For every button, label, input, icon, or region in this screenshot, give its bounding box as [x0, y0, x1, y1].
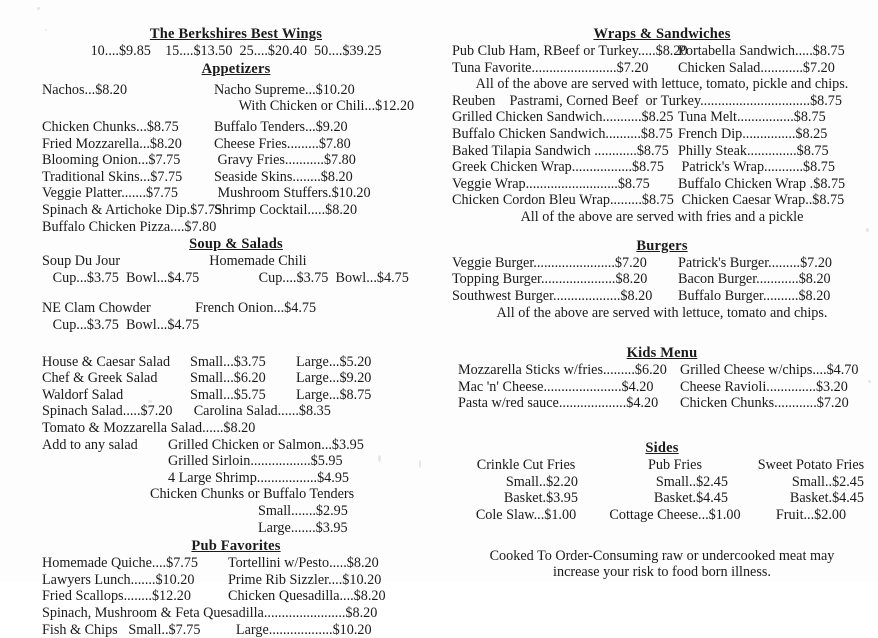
item-name-left: Nachos...$8.20: [42, 81, 128, 98]
item-name-right: Tuna Melt................$8.75: [678, 109, 826, 126]
item-name-right: With Chicken or Chili...$12.20: [214, 98, 415, 115]
sides-basket-price: Basket.$4.45: [789, 490, 864, 507]
sides-title: Sweet Potato Fries: [757, 457, 865, 474]
disclaimer-line: increase your risk to food born illness.: [553, 564, 771, 581]
menu-row: [42, 202, 430, 219]
item-name-left: Pub Club Ham, RBeef or Turkey.....$8.20: [452, 43, 688, 60]
section-wraps-and-sandwiches: [452, 26, 872, 226]
salad-name: House & Caesar Salad: [42, 353, 171, 370]
menu-row: [42, 136, 430, 153]
item-name-right: Tortellini w/Pesto.....$8.20: [228, 555, 379, 572]
item-name-right: Buffalo Tenders...$9.20: [214, 119, 348, 135]
menu-row: [42, 572, 430, 589]
menu-row: [452, 43, 872, 60]
item-name-left: Fried Mozzarella...$8.20: [42, 135, 182, 152]
item-name-left: Mac 'n' Cheese......................$4.20: [458, 378, 654, 395]
menu-row: [42, 169, 430, 186]
item-name-left: Veggie Wrap..........................$8.75: [452, 175, 650, 192]
sides-small-price: Small..$2.20: [505, 473, 578, 490]
section-sides: [452, 440, 872, 523]
item-name-left: Southwest Burger...................$8.20: [452, 287, 653, 304]
item-price-left: Cup...$3.75 Bowl...$4.75: [42, 269, 200, 286]
sides-small-price: Small..$2.45: [791, 473, 864, 490]
section-disclaimer: [452, 548, 872, 581]
salad-row: [42, 370, 430, 387]
salad-addon-row: [42, 486, 430, 503]
item-name-left: Homemade Quiche....$7.75: [42, 555, 199, 572]
section-heading-pub-favorites: Pub Favorites: [191, 538, 281, 555]
menu-row: [452, 109, 872, 126]
section-heading-wraps-and-sandwiches: Wraps & Sandwiches: [593, 26, 731, 42]
section-heading-soup-and-salads: Soup & Salads: [189, 236, 283, 253]
menu-row: [42, 98, 430, 115]
item-name-right: Seaside Skins........$8.20: [214, 168, 353, 185]
salad-addon-item: Grilled Chicken or Salmon...$3.95: [168, 436, 364, 453]
sides-extra-item: Cole Slaw...$1.00: [475, 506, 577, 523]
item-name-left: Traditional Skins...$7.75: [42, 168, 183, 185]
item-name-left: Fried Scallops........$12.20: [42, 588, 191, 605]
item-name-left: Soup Du Jour: [42, 253, 121, 270]
item-name-left: Veggie Burger.......................$7.20: [452, 254, 647, 271]
right-column: [452, 0, 872, 581]
sides-column: [600, 457, 750, 523]
menu-row: [42, 82, 430, 99]
item-name-right: Buffalo Chicken Wrap .$8.75: [678, 175, 846, 192]
left-column: [42, 0, 430, 638]
menu-row: [42, 185, 430, 202]
sides-extra-item: Cottage Cheese...$1.00: [609, 506, 741, 523]
salad-small-price: Small...$5.75: [190, 386, 266, 403]
pub-favorites-full-line: Spinach, Mushroom & Feta Quesadilla.......................$8.20: [42, 605, 378, 622]
salad-large-price: Large...$5.20: [296, 353, 372, 370]
wraps-full-line: Reuben Pastrami, Corned Beef or Turkey...............................$8.75: [452, 92, 842, 109]
sides-basket-price: Basket.$3.95: [503, 490, 578, 507]
item-name-right: Bacon Burger............$8.20: [678, 271, 831, 288]
salad-row: [42, 387, 430, 404]
item-name-right: Chicken Quesadilla....$8.20: [228, 588, 386, 605]
menu-row: [452, 255, 872, 272]
item-name-right: Grilled Cheese w/chips....$4.70: [680, 362, 859, 379]
menu-row: [452, 271, 872, 288]
menu-row: [452, 126, 872, 143]
soup-row: [42, 317, 430, 334]
menu-row: [452, 192, 872, 209]
item-name-right: Chicken Chunks............$7.20: [680, 395, 849, 412]
menu-row: [452, 288, 872, 305]
salad-small-price: Small...$3.75: [190, 353, 266, 370]
item-name-left: Blooming Onion...$7.75: [42, 152, 181, 169]
disclaimer-line: Cooked To Order-Consuming raw or undercooked meat may: [489, 547, 835, 564]
menu-row: [42, 152, 430, 169]
salad-addon-label: Add to any salad: [42, 436, 138, 453]
item-name-left: Spinach & Artichoke Dip.$7.75: [42, 201, 223, 218]
scan-speckle: [37, 7, 40, 10]
menu-row: [42, 588, 430, 605]
item-name-right: Buffalo Burger..........$8.20: [678, 287, 831, 304]
salad-addon-size-row: [42, 503, 430, 520]
salad-addon-row: [42, 437, 430, 454]
menu-row: [42, 119, 430, 136]
sides-column: [452, 457, 600, 523]
menu-row: [452, 143, 872, 160]
menu-row: [452, 60, 872, 77]
menu-row: [42, 555, 430, 572]
item-name-right: Prime Rib Sizzler....$10.20: [228, 571, 382, 588]
item-name-left: [42, 98, 214, 115]
item-name-right: Patrick's Wrap...........$8.75: [678, 159, 835, 176]
section-heading-wings: The Berkshires Best Wings: [149, 26, 323, 42]
item-name-right: Portabella Sandwich.....$8.75: [678, 43, 845, 60]
item-name-left: Veggie Platter.......$7.75: [42, 185, 178, 202]
menu-row: [452, 176, 872, 193]
item-price-left: Cup...$3.75 Bowl...$4.75: [42, 317, 200, 334]
item-name-right: French Dip...............$8.25: [678, 126, 828, 143]
salad-addon-size: Large.......$3.95: [258, 519, 348, 536]
soup-row: [42, 270, 430, 287]
item-name-left: Topping Burger.....................$8.20: [452, 271, 648, 288]
section-soup-and-salads: [42, 236, 430, 536]
menu-row: [452, 362, 872, 379]
burgers-note: All of the above are served with lettuce, tomato and chips.: [496, 304, 828, 321]
item-name-right: Mushroom Stuffers.$10.20: [214, 185, 371, 202]
section-heading-kids-menu: Kids Menu: [626, 345, 698, 362]
salad-addon-size-row: [42, 520, 430, 537]
wings-price-line: 10....$9.85 15....$13.50 25....$20.40 50....$39.25: [90, 43, 382, 60]
salad-extra-line: Tomato & Mozzarella Salad......$8.20: [42, 420, 256, 437]
section-heading-burgers: Burgers: [636, 237, 688, 254]
salad-addon-size: Small.......$2.95: [258, 502, 348, 519]
item-name-right: French Onion...$4.75: [188, 300, 317, 317]
item-name-right: Nacho Supreme...$10.20: [214, 81, 355, 98]
item-name-left: Baked Tilapia Sandwich ............$8.75: [452, 142, 669, 159]
section-pub-favorites: [42, 538, 430, 638]
sides-basket-price: Basket.$4.45: [653, 490, 728, 507]
item-name-left: Mozzarella Sticks w/fries.........$6.20: [458, 362, 667, 379]
item-name-right: Homemade Chili: [188, 253, 307, 270]
item-name-right: Cheese Ravioli..............$3.20: [680, 378, 848, 395]
sides-title: Pub Fries: [648, 457, 702, 474]
section-heading-sides: Sides: [645, 440, 679, 457]
item-name-right: Gravy Fries...........$7.80: [214, 152, 356, 169]
salad-name: Chef & Greek Salad: [42, 370, 158, 387]
item-name-right: Chicken Caesar Wrap..$8.75: [678, 192, 845, 209]
salad-addon-row: [42, 470, 430, 487]
item-name-left: Lawyers Lunch.......$10.20: [42, 571, 195, 588]
salad-addon-item: Grilled Sirloin.................$5.95: [168, 453, 343, 470]
item-name-right: Shrimp Cocktail.....$8.20: [214, 201, 358, 218]
section-appetizers: [42, 61, 430, 235]
salad-row: [42, 354, 430, 371]
item-name-right: Patrick's Burger.........$7.20: [678, 254, 833, 271]
item-name-left: Chicken Cordon Bleu Wrap.........$8.75: [452, 192, 674, 209]
salad-extra-line: Spinach Salad.....$7.20 Carolina Salad......$8.35: [42, 403, 331, 420]
menu-row: [42, 219, 430, 236]
sides-column: [750, 457, 872, 523]
item-name-left: Buffalo Chicken Pizza....$7.80: [42, 218, 217, 235]
soup-row: [42, 253, 430, 270]
soup-row: [42, 300, 430, 317]
item-name-right: Chicken Salad............$7.20: [678, 59, 835, 76]
item-name-right: Philly Steak..............$8.75: [678, 142, 829, 159]
section-kids-menu: [452, 345, 872, 412]
salad-addon-item: 4 Large Shrimp.................$4.95: [168, 469, 350, 486]
menu-row: [452, 159, 872, 176]
pub-favorites-full-line: Fish & Chips Small..$7.75 Large..................$10.20: [42, 621, 372, 638]
menu-row: [452, 395, 872, 412]
section-wings: [42, 26, 430, 60]
salad-addon-row: [42, 453, 430, 470]
salad-small-price: Small...$6.20: [190, 370, 266, 387]
item-name-left: Buffalo Chicken Sandwich..........$8.75: [452, 126, 673, 143]
salad-large-price: Large...$9.20: [296, 370, 372, 387]
item-price-right: Cup....$3.75 Bowl...$4.75: [248, 269, 409, 286]
item-name-left: Greek Chicken Wrap.................$8.75: [452, 159, 664, 176]
item-name-left: Grilled Chicken Sandwich...........$8.25: [452, 109, 674, 126]
section-burgers: [452, 238, 872, 321]
sides-extra-item: Fruit...$2.00: [775, 506, 847, 523]
salad-large-price: Large...$8.75: [296, 386, 372, 403]
item-name-right: Cheese Fries.........$7.80: [214, 135, 351, 152]
item-name-left: Chicken Chunks...$8.75: [42, 119, 179, 135]
wraps-note: All of the above are served with fries and a pickle: [520, 209, 804, 226]
section-heading-appetizers: Appetizers: [201, 60, 271, 77]
wraps-note: All of the above are served with lettuce, tomato, pickle and chips.: [475, 76, 849, 93]
salad-name: Waldorf Salad: [42, 386, 124, 403]
item-name-left: Tuna Favorite........................$7.20: [452, 59, 649, 76]
item-name-left: Pasta w/red sauce...................$4.20: [458, 395, 659, 412]
sides-small-price: Small..$2.45: [655, 473, 728, 490]
menu-row: [452, 379, 872, 396]
sides-title: Crinkle Cut Fries: [476, 457, 576, 474]
salad-addon-item: Chicken Chunks or Buffalo Tenders: [150, 486, 355, 503]
item-name-left: NE Clam Chowder: [42, 300, 151, 317]
